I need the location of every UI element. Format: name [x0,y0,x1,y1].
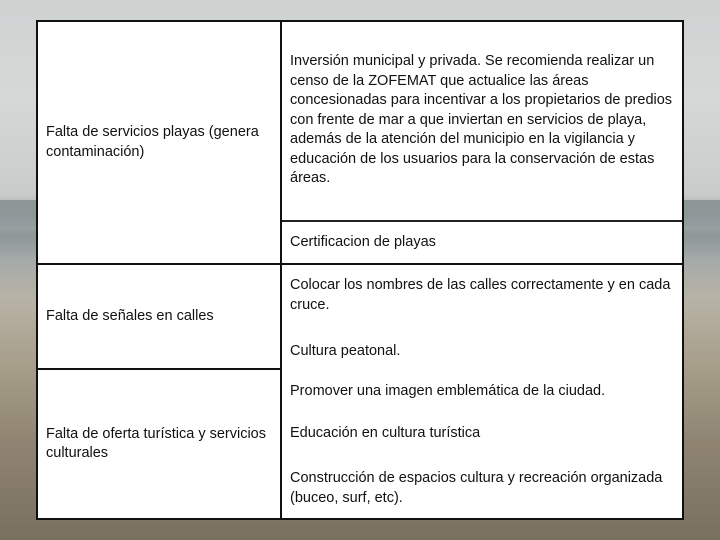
problem-text: Falta de señales en calles [46,307,214,324]
action-text: Construcción de espacios cultura y recreación organizada (buceo, surf, etc). [290,470,663,506]
action-cell [282,276,682,336]
problems-table [36,20,684,520]
action-text: Promover una imagen emblemática de la ciudad. [290,383,606,399]
problem-text: Falta de oferta turística y servicios culturales [46,425,266,461]
row-divider [282,220,682,222]
problem-cell [38,22,280,263]
action-text: Certificacion de playas [290,234,436,250]
problem-cell [38,265,280,368]
problem-text: Falta de servicios playas (genera contaminación) [46,124,259,160]
action-cell [282,382,682,406]
action-text: Colocar los nombres de las calles correctamente y en cada cruce. [290,277,671,313]
row-divider [282,263,682,265]
action-cell [282,424,682,448]
action-cell [282,233,682,263]
action-text: Inversión municipal y privada. Se recomienda realizar un censo de la ZOFEMAT que actualice las áreas concesionadas para incentivar a los propietarios de predios con frente de mar a que inviertan en servicios de playa, además de la atención del municipio en la vigilancia y educación de los usuarios para la conservación de estas áreas. [290,53,673,186]
action-cell [282,52,682,220]
action-text: Educación en cultura turística [290,425,481,441]
action-cell [282,469,682,514]
problem-cell [38,370,280,518]
action-cell [282,342,682,366]
action-text: Cultura peatonal. [290,343,401,359]
